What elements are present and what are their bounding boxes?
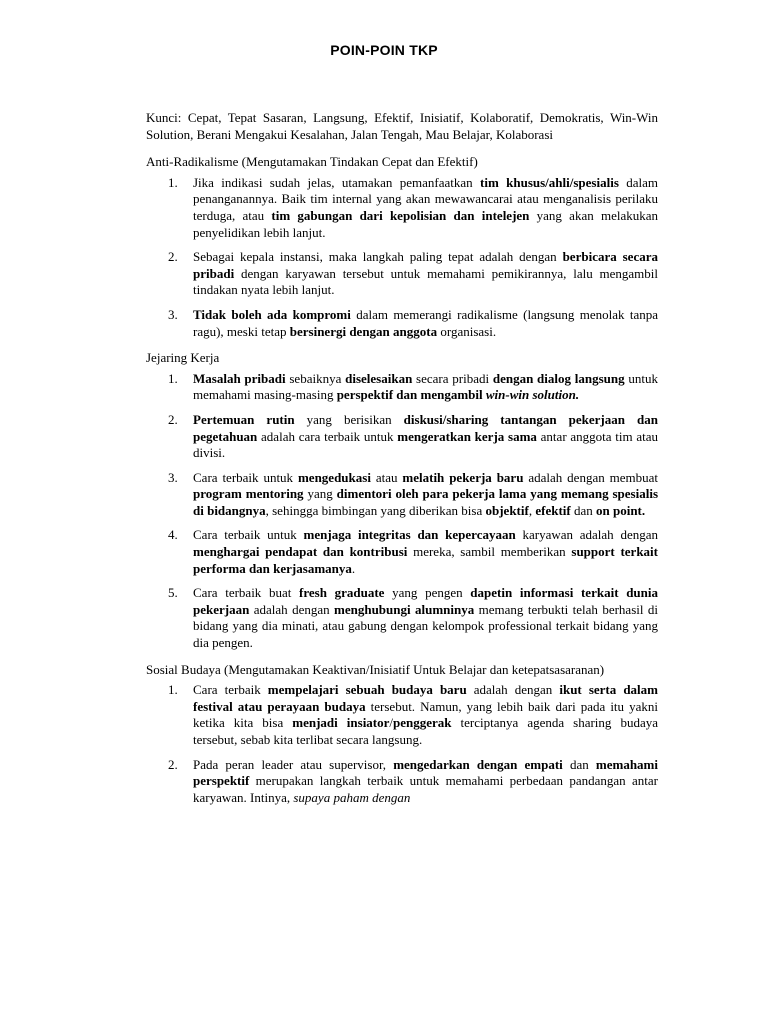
section-heading: Anti-Radikalisme (Mengutamakan Tindakan Cepat dan Efektif) [146,154,478,170]
text-run: ikut serta dalam festival atau perayaan budaya [193,682,658,714]
text-run: adalah dengan membuat [523,469,658,485]
text-run: win-win solution. [485,387,580,403]
list-item [146,585,658,651]
text-run: untuk memahami masing-masing [193,370,658,403]
text-run: Pertemuan rutin [193,411,295,427]
list-item [146,527,658,577]
list-item-number: 1. [168,174,178,190]
list-item [146,175,658,241]
text-run: yang pengen [384,585,471,601]
text-run: tim khusus/ahli/spesialis [480,174,619,190]
text-run: terciptanya agenda sharing budaya tersebut, sebab kita terlibat secara langsung. [193,715,658,747]
text-run: dan [562,756,596,772]
text-run: dapetin informasi terkait dunia pekerjaan [193,585,658,617]
text-run: dan [570,502,596,518]
text-run: mereka, sambil memberikan [407,544,572,560]
intro-paragraph: Kunci: Cepat, Tepat Sasaran, Langsung, Efektif, Inisiatif, Kolaboratif, Demokratis, Win-Win Solution, Berani Mengakui Kesalahan, Jalan Tengah, Mau Belajar, Kolaborasi [146,110,658,142]
text-run: melatih pekerja baru [402,469,524,485]
text-run: karyawan adalah dengan [515,527,658,543]
list-item [146,470,658,520]
text-run: yang [303,486,337,502]
sections-container [146,154,658,806]
list-item-number: 5. [168,585,178,601]
text-run: fresh graduate [299,585,385,601]
list-item [146,682,658,748]
text-run: efektif [535,502,571,518]
text-run: menghubungi alumninya [334,601,475,617]
list-item [146,371,658,404]
text-run: Masalah pribadi [193,370,286,386]
document-body [146,110,658,1026]
text-run: objektif [485,502,529,518]
list-item-number: 1. [168,370,178,386]
text-run: Cara terbaik [193,682,268,698]
list-item-number: 3. [168,469,178,485]
text-run: support terkait performa dan kerjasamanya [193,544,658,576]
text-run: dalam penanganannya. Baik tim internal yang akan mewawancarai atau menganalisis perilaku terduga, atau [193,174,658,223]
text-run: . [351,560,356,576]
text-run: Cara terbaik untuk [193,469,298,485]
text-run: supaya paham dengan [293,789,411,805]
text-run: adalah dengan [466,682,560,698]
list-item-number: 3. [168,306,178,322]
text-run: dengan karyawan tersebut untuk memahami pemikirannya, lalu mengambil tindakan nyata lebih lanjut. [193,265,658,298]
text-run: Sebagai kepala instansi, maka langkah paling tepat adalah dengan [193,249,563,265]
list-item-number: 1. [168,682,178,698]
text-run: tersebut. Namun, yang lebih baik dari pada itu yakni ketika kita bisa [193,698,658,731]
document-title: POIN-POIN TKP [330,42,438,58]
text-run: adalah dengan [249,601,335,617]
text-run: , sehingga bimbingan yang diberikan bisa [265,502,486,518]
text-run: secara pribadi [412,370,493,386]
text-run: dimentori oleh para pekerja lama yang memang spesialis di bidangnya [193,486,658,518]
text-run: memang terbukti telah berhasil di bidang yang dia minati, atau gabung dengan kelompok professional terkait bidang yang dia pengen. [193,601,658,651]
text-run: menghargai pendapat dan kontribusi [193,544,408,560]
text-run: dalam memerangi radikalisme (langsung menolak tanpa ragu), meski tetap [193,306,658,339]
text-run: Pada peran leader atau supervisor, [193,756,394,772]
text-run: atau [370,469,403,485]
text-run: bersinergi dengan anggota [289,323,438,339]
list-item-number: 2. [168,249,178,265]
text-run: penggerak [393,715,452,731]
text-run: on point. [596,502,646,518]
list-item [146,412,658,462]
text-run: mengedarkan dengan empati [393,756,563,772]
text-run: memahami perspektif [193,756,658,789]
text-run: organisasi. [437,323,497,339]
text-run: mempelajari sebuah budaya baru [267,682,467,698]
text-run: program mentoring [193,486,304,502]
text-run: mengedukasi [297,469,371,485]
section-heading: Sosial Budaya (Mengutamakan Keaktivan/Inisiatif Untuk Belajar dan ketepatsasaranan) [146,661,605,677]
list-item-number: 2. [168,756,178,772]
text-run: Cara terbaik buat [193,585,300,601]
text-run: yang berisikan [294,411,404,427]
text-run: antar anggota tim atau divisi. [193,428,658,461]
numbered-list [146,682,658,806]
text-run: sebaiknya [285,370,346,386]
text-run: Jika indikasi sudah jelas, utamakan pemanfaatkan [193,174,481,190]
text-run: Cara terbaik untuk [193,527,304,543]
list-item [146,249,658,299]
list-item [146,757,658,807]
text-run: tim gabungan dari kepolisian dan intelejen [271,207,530,223]
list-item-number: 4. [168,527,178,543]
text-run: perspektif dan mengambil [336,387,486,403]
numbered-list [146,175,658,340]
text-run: , [528,502,536,518]
section-heading: Jejaring Kerja [146,350,220,366]
text-run: mengeratkan kerja sama [397,428,537,444]
text-run: diskusi/sharing tantangan pekerjaan dan pegetahuan [193,411,658,444]
text-run: dengan dialog langsung [492,370,625,386]
text-run: merupakan langkah terbaik untuk memahami perbedaan pandangan antar karyawan. Intinya, [193,773,658,805]
list-item-number: 2. [168,411,178,427]
text-run: menjadi insiator [292,715,390,731]
text-run: berbicara secara pribadi [193,249,658,281]
text-run: yang akan melakukan penyelidikan lebih lanjut. [193,207,658,240]
text-run: Tidak boleh ada kompromi [193,306,351,322]
text-run: adalah cara terbaik untuk [257,428,398,444]
text-run: / [389,715,394,731]
text-run: diselesaikan [345,370,413,386]
text-run: menjaga integritas dan kepercayaan [303,527,516,543]
list-item [146,307,658,340]
numbered-list [146,371,658,652]
